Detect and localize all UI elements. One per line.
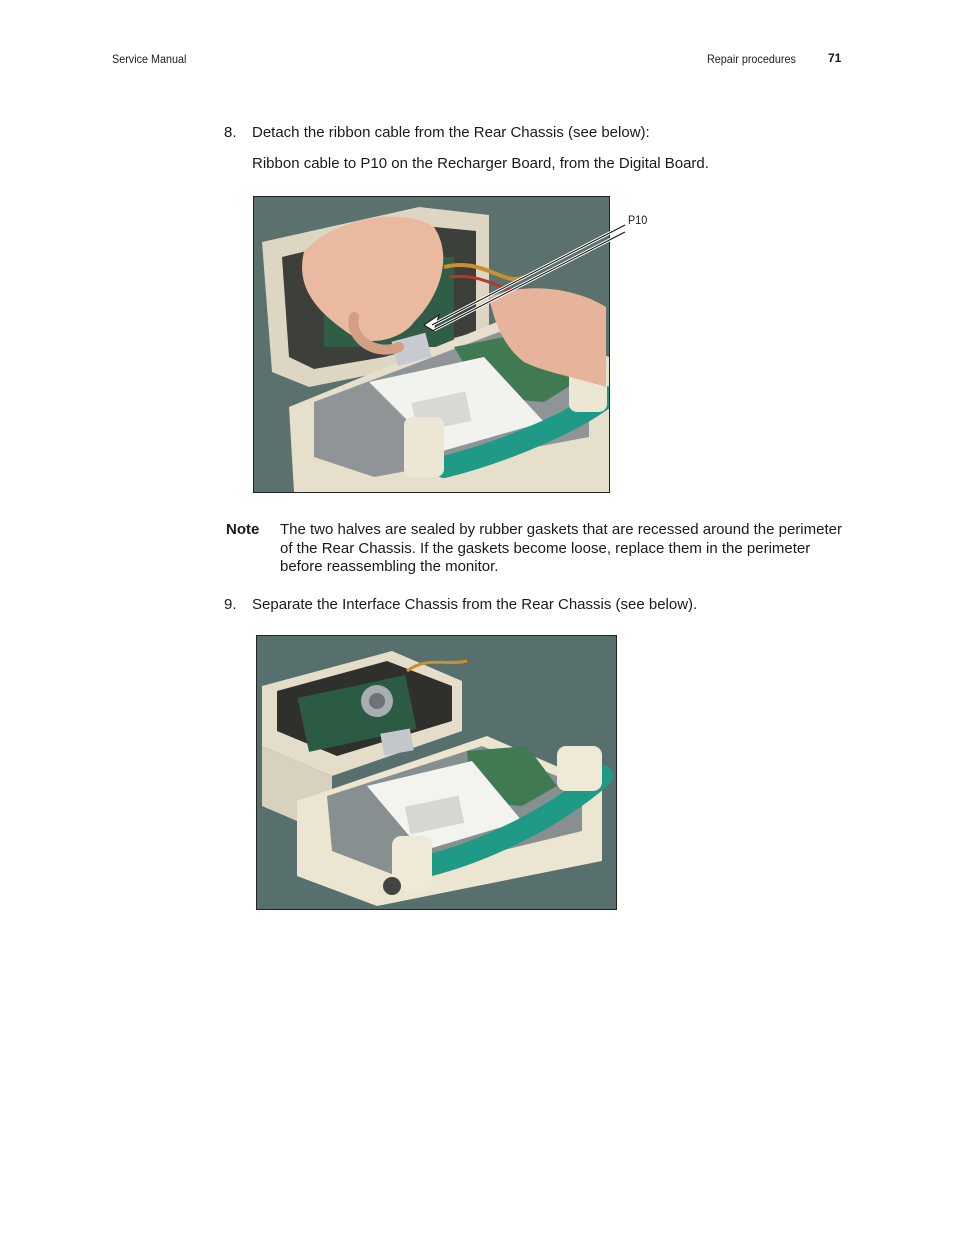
step-9-number: 9. [224, 596, 237, 613]
note-label: Note [226, 521, 260, 538]
separated-chassis-illustration [257, 636, 616, 909]
running-header-title: Service Manual [112, 52, 187, 66]
p10-callout-label: P10 [628, 213, 648, 227]
page-number: 71 [828, 51, 842, 65]
step-9-text: Separate the Interface Chassis from the Rear Chassis (see below). [252, 596, 698, 613]
running-header-section: Repair procedures [707, 52, 796, 66]
step-8-number: 8. [224, 124, 237, 141]
p10-leader-lines [420, 222, 630, 337]
note-text: The two halves are sealed by rubber gaskets that are recessed around the perimeter of the Rear Chassis. If the gaskets become loose, replace them in the perimeter before reassembling the monitor. [280, 521, 842, 575]
step-8-text: Detach the ribbon cable from the Rear Chassis (see below): [252, 124, 650, 141]
figure-separated-chassis-photo [256, 635, 617, 910]
step-8-subtext: Ribbon cable to P10 on the Recharger Board, from the Digital Board. [252, 155, 709, 172]
